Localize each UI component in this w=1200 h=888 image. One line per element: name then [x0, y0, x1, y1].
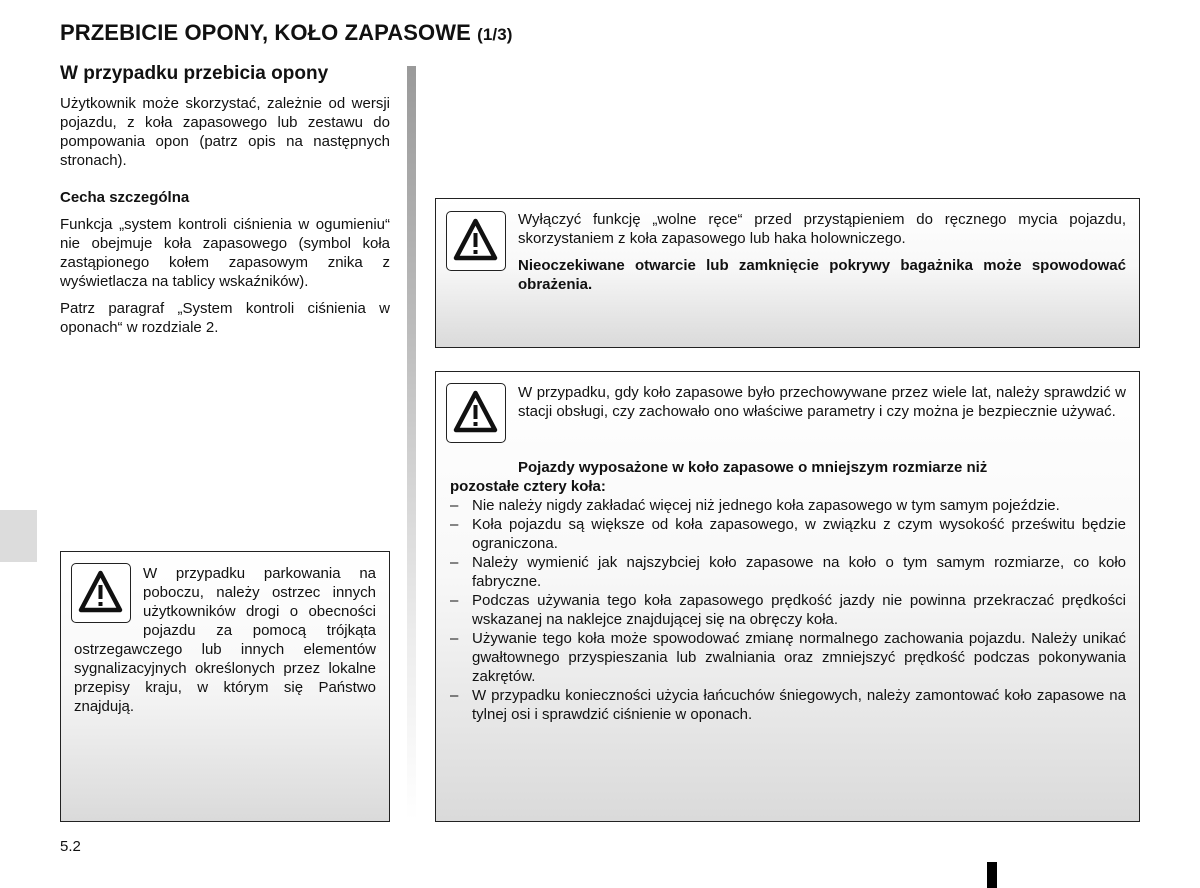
- warning-triangle-icon: [446, 383, 506, 443]
- page-number: 5.2: [60, 838, 81, 855]
- left-column-text: [60, 94, 390, 337]
- list-item: – Należy wymienić jak najszybciej koło zapasowe na koło o tym samym rozmiarze, co koło fabryczne.: [450, 553, 1126, 591]
- spare-bold-line1: Pojazdy wyposażone w koło zapasowe o mniejszym rozmiarze niż: [518, 459, 988, 476]
- list-item: – Używanie tego koła może spowodować zmianę normalnego zachowania pojazdu. Należy unikać gwałtownego przyspieszania lub zwalniania oraz zmniejszyć prędkość podczas pokonywania zakrętów.: [450, 629, 1126, 686]
- section-heading: W przypadku przebicia opony: [60, 63, 329, 84]
- list-item: – Podczas używania tego koła zapasowego prędkość jazdy nie powinna przekraczać prędkości wskazanej na naklejce znajdującej się na obręczy koła.: [450, 591, 1126, 629]
- warning-triangle-icon: [446, 211, 506, 271]
- edge-marker: [987, 862, 997, 888]
- warning-parking-text: W przypadku parkowania na poboczu, należy ostrzec innych użytkowników drogi o obecności pojazdu za pomocą trójkąta ostrzegawczego lub innych elementów sygnalizacyjnych określonych przez lokalne przepisy kraju, w którym się Państwo znajdują.: [74, 565, 376, 715]
- list-item: – W przypadku konieczności użycia łańcuchów śniegowych, należy zamontować koło zapasowe na tylnej osi i sprawdzić ciśnienie w oponach.: [450, 686, 1126, 724]
- intro-paragraph: Użytkownik może skorzystać, zależnie od wersji pojazdu, z koła zapasowego lub zestawu do pompowania opon (patrz opis na następnych stronach).: [60, 95, 390, 169]
- warning-handsfree-bold: Nieoczekiwane otwarcie lub zamknięcie pokrywy bagażnika może spowodować obrażenia.: [518, 257, 1126, 293]
- warning-spare-text: W przypadku, gdy koło zapasowe było przechowywane przez wiele lat, należy sprawdzić w stacji obsługi, czy zachowało ono właściwe parametry i czy można je bezpiecznie używać.: [518, 384, 1126, 420]
- warning-handsfree-text: Wyłączyć funkcję „wolne ręce“ przed przystąpieniem do ręcznego mycia pojazdu, skorzystaniem z koła zapasowego lub haka holowniczego.: [518, 211, 1126, 247]
- chapter-tab: [0, 510, 37, 562]
- spare-wheel-list: [450, 496, 1126, 724]
- reference-paragraph: Patrz paragraf „System kontroli ciśnienia w oponach“ w rozdziale 2.: [60, 300, 390, 336]
- page-indicator: (1/3): [477, 25, 513, 44]
- page-title: [60, 20, 513, 46]
- warning-box-handsfree: [435, 198, 1140, 348]
- list-item: – Koła pojazdu są większe od koła zapasowego, w związku z czym wysokość prześwitu będzie ograniczona.: [450, 515, 1126, 553]
- column-divider: [407, 66, 416, 821]
- spare-bold-line2: pozostałe cztery koła:: [450, 478, 606, 495]
- subheading: Cecha szczególna: [60, 189, 190, 206]
- list-item: – Nie należy nigdy zakładać więcej niż jednego koła zapasowego w tym samym pojeździe.: [450, 496, 1126, 515]
- warning-box-parking: [60, 551, 390, 822]
- tpms-paragraph: Funkcja „system kontroli ciśnienia w ogumieniu“ nie obejmuje koła zapasowego (symbol koła zastąpionego kołem zapasowym znika z wyświetlacza na tablicy wskaźników).: [60, 216, 390, 290]
- warning-box-spare-wheel: [435, 371, 1140, 822]
- title-text: PRZEBICIE OPONY, KOŁO ZAPASOWE: [60, 20, 471, 45]
